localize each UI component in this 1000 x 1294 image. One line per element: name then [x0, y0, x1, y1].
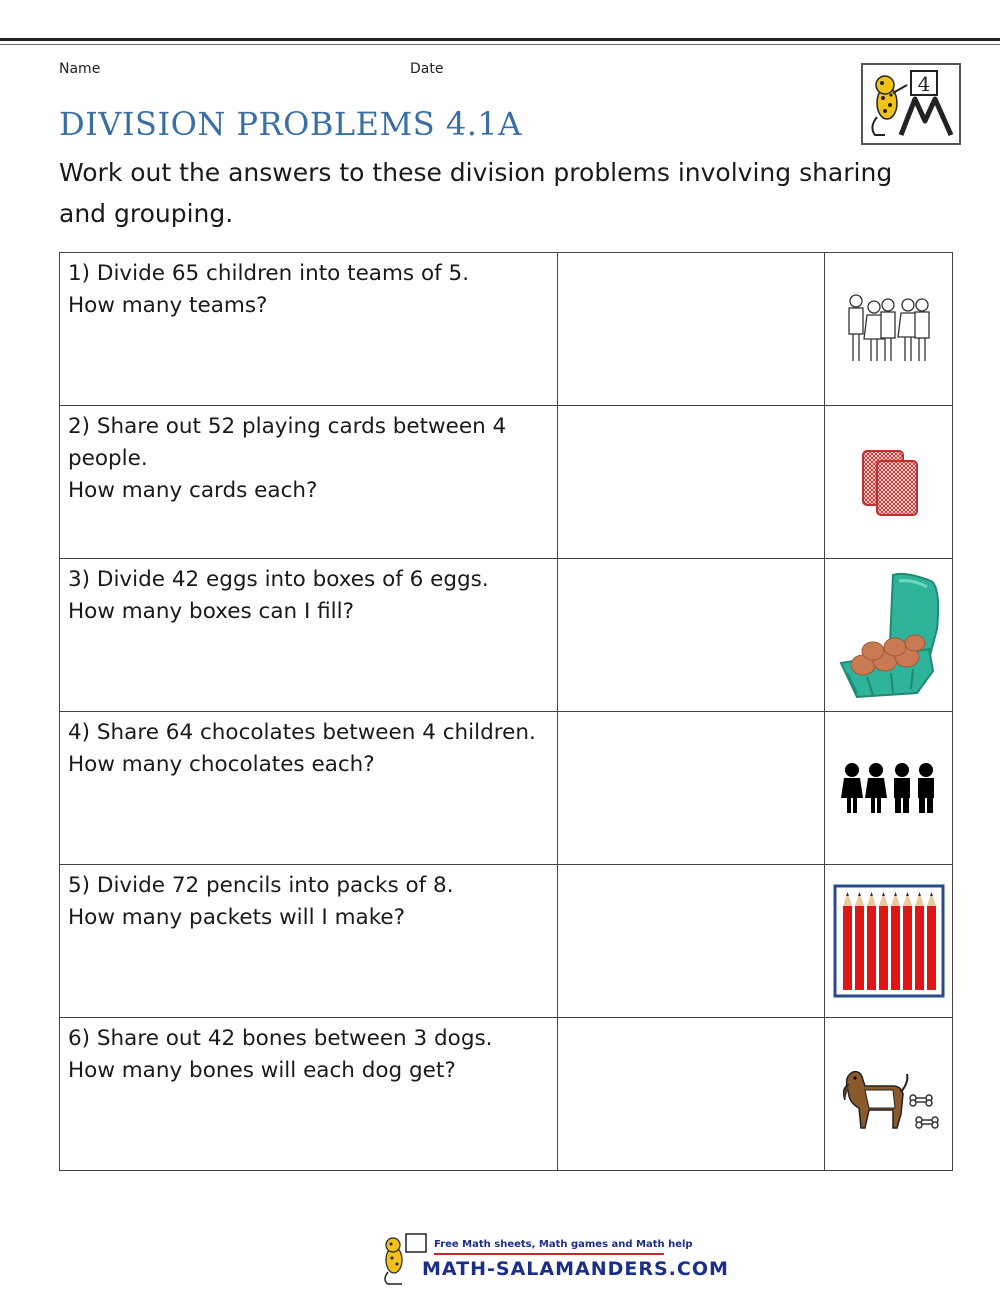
question-prompt: How many teams?: [68, 293, 268, 318]
grade-logo: [861, 63, 961, 145]
question-prompt: How many packets will I make?: [68, 905, 406, 930]
question-text: 5) Divide 72 pencils into packs of 8.: [68, 873, 454, 898]
name-label: Name: [59, 61, 101, 77]
question-text: 6) Share out 42 bones between 3 dogs.: [68, 1026, 493, 1051]
question-text: 3) Divide 42 eggs into boxes of 6 eggs.: [68, 567, 489, 592]
page-title: DIVISION PROBLEMS 4.1A: [59, 105, 522, 143]
instructions: Work out the answers to these division problems involving sharing and grouping.: [59, 158, 893, 228]
table-row: [60, 253, 953, 406]
answer-cell[interactable]: [558, 865, 825, 1018]
footer-site-name[interactable]: MATH-SALAMANDERS.COM: [422, 1258, 729, 1280]
question-text: 4) Share 64 chocolates between 4 children.: [68, 720, 536, 745]
picture-cell: [825, 865, 953, 1018]
question-cell: [60, 1018, 558, 1171]
date-label: Date: [410, 61, 444, 77]
footer-underline: [434, 1253, 664, 1255]
pencil-pack-icon: [833, 884, 945, 998]
picture-cell: [825, 1018, 953, 1171]
table-row: [60, 712, 953, 865]
question-text: 1) Divide 65 children into teams of 5.: [68, 261, 470, 286]
salamander-logo-icon: [863, 65, 959, 143]
question-cell: [60, 253, 558, 406]
question-text: 2) Share out 52 playing cards between 4 people.: [68, 414, 507, 471]
grade-badge: 4: [917, 72, 931, 96]
children-silhouettes-icon: [840, 761, 938, 815]
table-row: [60, 1018, 953, 1171]
answer-cell[interactable]: [558, 253, 825, 406]
question-prompt: How many cards each?: [68, 478, 318, 503]
children-group-icon: [844, 291, 934, 367]
top-rule-thin: [0, 44, 1000, 45]
question-cell: [60, 712, 558, 865]
answer-cell[interactable]: [558, 406, 825, 559]
picture-cell: [825, 406, 953, 559]
egg-box-icon: [833, 569, 945, 701]
top-rule: [0, 38, 1000, 41]
question-cell: [60, 559, 558, 712]
table-row: [60, 559, 953, 712]
answer-cell[interactable]: [558, 1018, 825, 1171]
problems-table: [59, 252, 953, 1171]
question-prompt: How many chocolates each?: [68, 752, 375, 777]
playing-cards-icon: [849, 447, 929, 517]
footer-logo: [378, 1230, 729, 1286]
table-row: [60, 406, 953, 559]
question-cell: [60, 406, 558, 559]
question-cell: [60, 865, 558, 1018]
dog-bones-icon: [835, 1056, 943, 1132]
picture-cell: [825, 712, 953, 865]
picture-cell: [825, 253, 953, 406]
answer-cell[interactable]: [558, 559, 825, 712]
question-prompt: How many bones will each dog get?: [68, 1058, 456, 1083]
footer-tagline: Free Math sheets, Math games and Math help: [434, 1239, 693, 1250]
table-row: [60, 865, 953, 1018]
question-prompt: How many boxes can I fill?: [68, 599, 355, 624]
answer-cell[interactable]: [558, 712, 825, 865]
picture-cell: [825, 559, 953, 712]
